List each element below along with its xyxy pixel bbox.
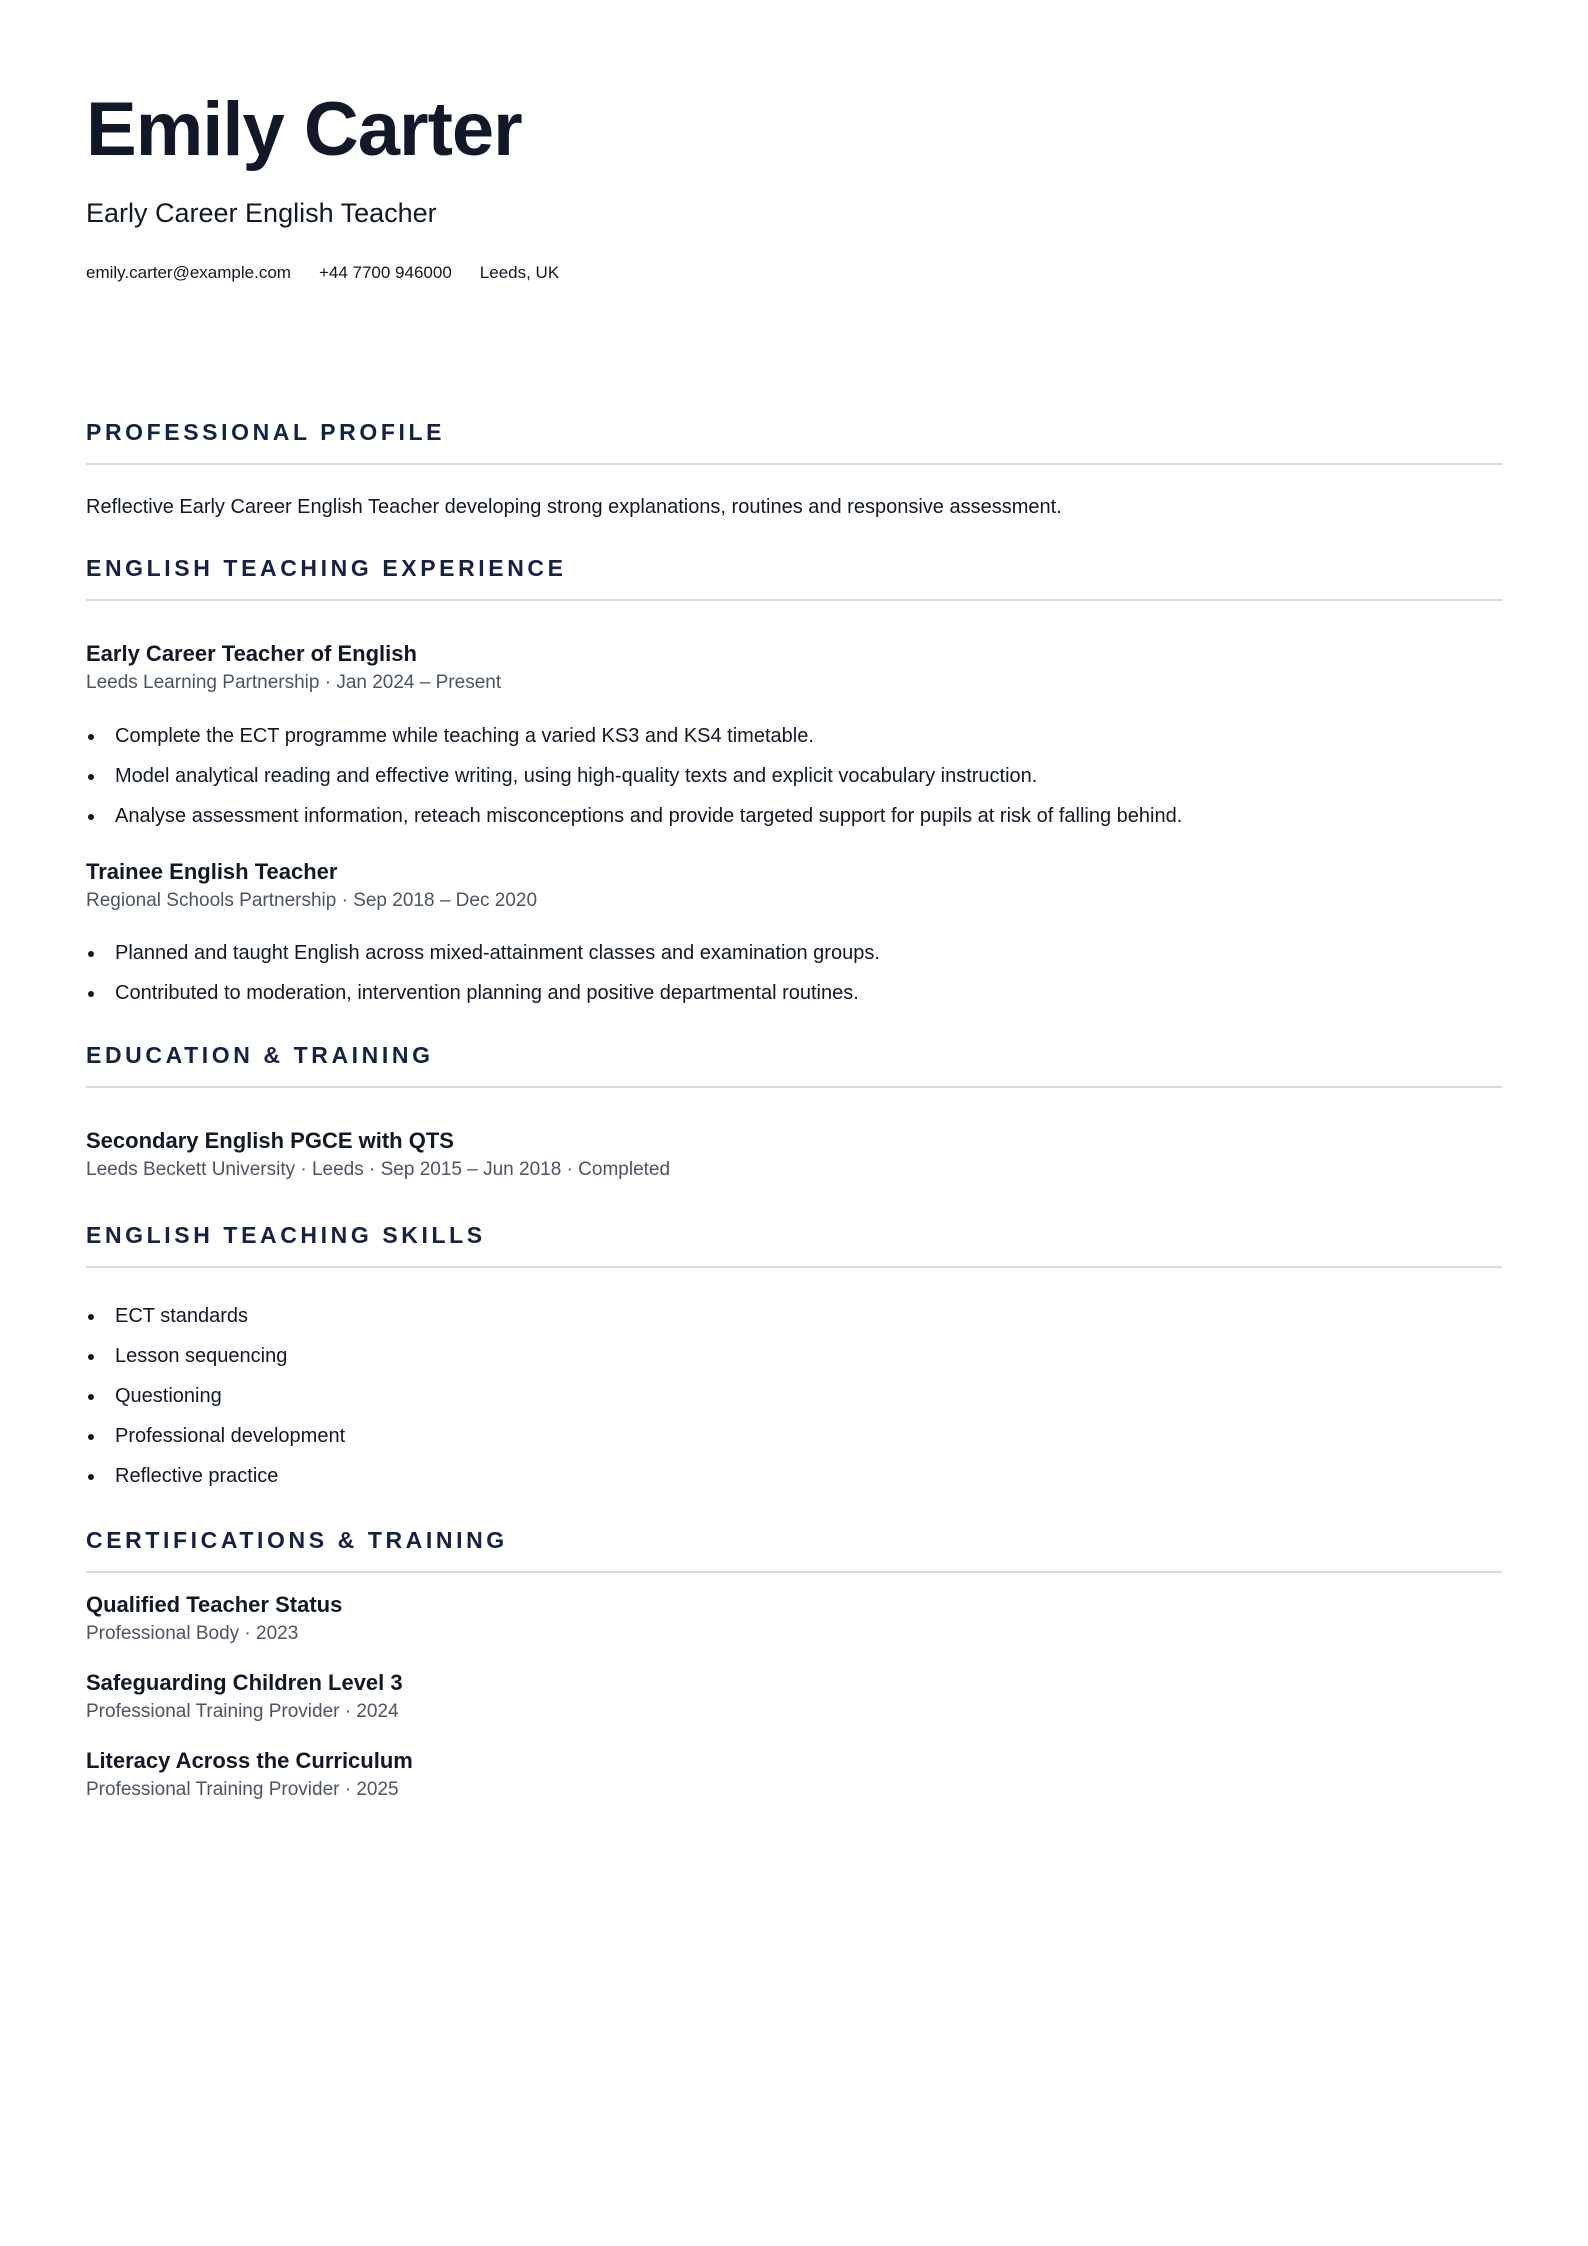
certification-entry — [86, 1748, 413, 1803]
section-title-skills: ENGLISH TEACHING SKILLS — [86, 1222, 486, 1248]
candidate-name: Emily Carter — [86, 87, 522, 172]
list-item: Questioning — [86, 1376, 345, 1416]
section-profile — [86, 421, 1502, 465]
list-item: Analyse assessment information, reteach misconceptions and provide targeted support for pupils at risk of falling behind. — [86, 796, 1182, 836]
certification-title: Literacy Across the Curriculum — [86, 1748, 413, 1773]
candidate-role: Early Career English Teacher — [86, 198, 437, 228]
job-bullets — [86, 716, 1182, 836]
list-item: Model analytical reading and effective writing, using high-quality texts and explicit vocabulary instruction. — [86, 756, 1182, 796]
job-bullets — [86, 933, 880, 1013]
list-item: Contributed to moderation, intervention planning and positive departmental routines. — [86, 973, 880, 1013]
job-title: Trainee English Teacher — [86, 859, 338, 884]
list-item: Complete the ECT programme while teaching a varied KS3 and KS4 timetable. — [86, 716, 1182, 756]
certification-title: Safeguarding Children Level 3 — [86, 1670, 403, 1695]
list-item: Lesson sequencing — [86, 1336, 345, 1376]
contact-phone: +44 7700 946000 — [318, 263, 452, 282]
contact-email: emily.carter@example.com — [86, 263, 291, 282]
section-title-education: EDUCATION & TRAINING — [86, 1042, 434, 1068]
section-divider — [86, 599, 1502, 601]
section-title-experience: ENGLISH TEACHING EXPERIENCE — [86, 555, 567, 581]
job-meta: Regional Schools Partnership · Sep 2018 – Dec 2020 — [86, 890, 538, 912]
education-meta: Leeds Beckett University · Leeds · Sep 2015 – Jun 2018 · Completed — [86, 1159, 671, 1181]
list-item: Planned and taught English across mixed-attainment classes and examination groups. — [86, 933, 880, 973]
contact-location: Leeds, UK — [479, 263, 560, 282]
skills-list — [86, 1296, 345, 1496]
section-certifications — [86, 1529, 1502, 1573]
job-meta: Leeds Learning Partnership · Jan 2024 – Present — [86, 672, 502, 694]
section-skills — [86, 1224, 1502, 1268]
section-divider — [86, 463, 1502, 465]
list-item: Professional development — [86, 1416, 345, 1456]
section-education — [86, 1044, 1502, 1088]
section-title-certifications: CERTIFICATIONS & TRAINING — [86, 1527, 508, 1553]
section-divider — [86, 1086, 1502, 1088]
education-title: Secondary English PGCE with QTS — [86, 1128, 454, 1153]
section-experience — [86, 557, 1502, 601]
job-entry — [86, 859, 537, 914]
job-entry — [86, 641, 501, 696]
certification-meta: Professional Training Provider · 2024 — [86, 1701, 399, 1723]
certification-meta: Professional Training Provider · 2025 — [86, 1779, 399, 1801]
section-title-profile: PROFESSIONAL PROFILE — [86, 419, 446, 445]
certification-title: Qualified Teacher Status — [86, 1592, 343, 1617]
contact-line — [86, 263, 559, 283]
list-item: ECT standards — [86, 1296, 345, 1336]
profile-text: Reflective Early Career English Teacher developing strong explanations, routines and responsive assessment. — [86, 496, 1062, 518]
section-divider — [86, 1571, 1502, 1573]
section-divider — [86, 1266, 1502, 1268]
education-entry — [86, 1128, 670, 1183]
job-title: Early Career Teacher of English — [86, 641, 417, 666]
list-item: Reflective practice — [86, 1456, 345, 1496]
certification-entry — [86, 1670, 403, 1725]
certification-meta: Professional Body · 2023 — [86, 1623, 299, 1645]
certification-entry — [86, 1592, 342, 1647]
